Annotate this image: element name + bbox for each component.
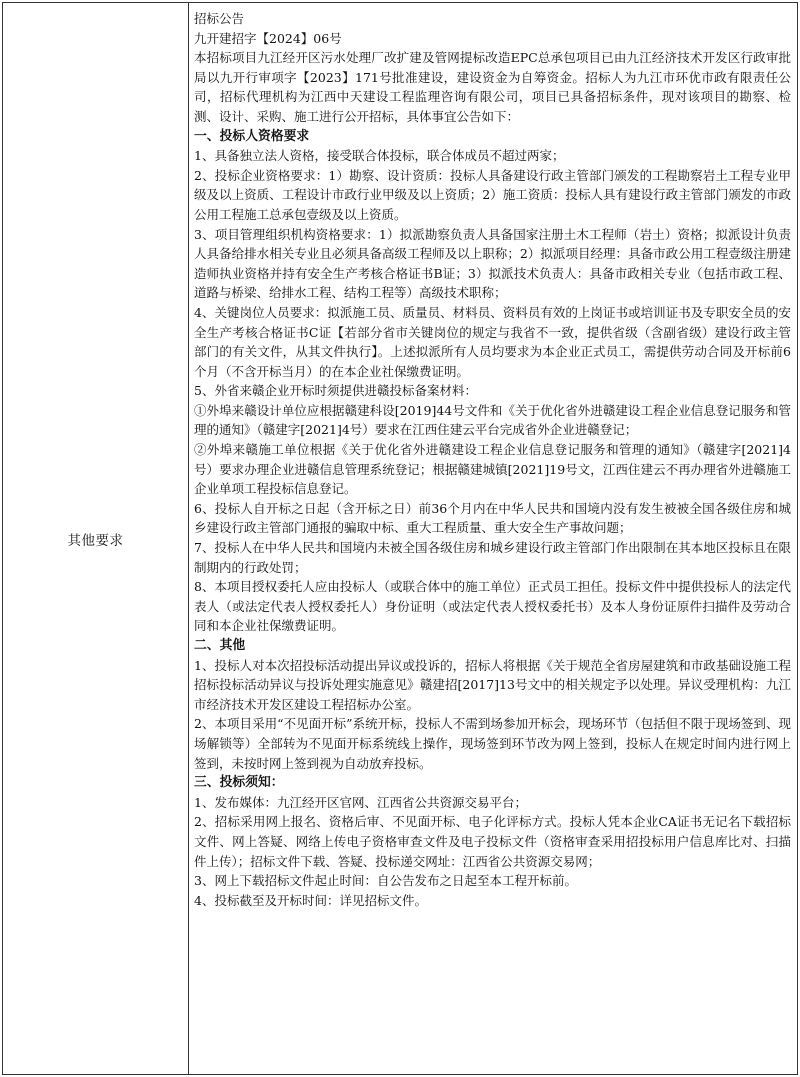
section-paragraph: 5、外省来赣企业开标时须提供进赣投标备案材料： (194, 383, 477, 399)
section-paragraph: 6、投标人自开标之日起（含开标之日）前36个月内在中华人民共和国境内没有发生被被全国各级住房和城乡建设行政主管部门通报的骗取中标、重大工程质量、重大安全生产事故问题； (194, 500, 791, 536)
row-label-cell (3, 3, 189, 1075)
section-paragraph: 3、网上下载招标文件起止时间：自公告发布之日起至本工程开标前。 (194, 873, 577, 889)
section-paragraph: 2、招标采用网上报名、资格后审、不见面开标、电子化评标方式。投标人凭本企业CA证书无记名下载招标文件、网上答疑、网络上传电子资格审查文件及电子投标文件（资格审查采用招投标用户信息库比对、扫描件上传）；招标文件下载、答疑、投标递交网址：江西省公共资源交易网； (194, 814, 791, 869)
section-paragraph: 4、投标截至及开标时间：详见招标文件。 (194, 892, 427, 908)
announcement-content (194, 9, 791, 910)
section-paragraph: 8、本项目授权委托人应由投标人（或联合体中的施工单位）正式员工担任。投标文件中提供投标人的法定代表人（或法定代表人授权委托人）身份证明（或法定代表人授权委托书）及本人身份证原件扫描件及劳动合同和本企业社保缴费证明。 (194, 579, 791, 634)
requirements-table (2, 2, 798, 1075)
section-heading: 二、其他 (194, 638, 246, 653)
row-content-cell (189, 3, 798, 1075)
section-paragraph: 2、投标企业资格要求：1）勘察、设计资质：投标人具备建设行政主管部门颁发的工程勘察岩土工程专业甲级及以上资质、工程设计市政行业甲级及以上资质；2）施工资质：投标人具有建设行政主管部门颁发的市政公用工程施工总承包壹级及以上资质。 (194, 167, 791, 222)
section-paragraph: 7、投标人在中华人民共和国境内未被全国各级住房和城乡建设行政主管部门作出限制在其本地区投标且在限制期内的行政处罚； (194, 540, 791, 575)
table-row (3, 3, 798, 1075)
section-paragraph: 1、投标人对本次招投标活动提出异议或投诉的，招标人将根据《关于规范全省房屋建筑和市政基础设施工程招标投标活动异议与投诉处理实施意见》赣建招[2017]13号文中的相关规定予以处理。异议受理机构：九江市经济技术开发区建设工程招标办公室。 (194, 657, 791, 712)
announcement-doc-number: 九开建招字【2024】06号 (194, 30, 342, 46)
section-paragraph: 2、本项目采用“不见面开标”系统开标，投标人不需到场参加开标会，现场环节（包括但不限于现场签到、现场解锁等）全部转为不见面开标系统线上操作，现场签到环节改为网上签到，投标人在规定时间内进行网上签到，未按时网上签到视为自动放弃投标。 (194, 716, 791, 771)
announcement-title: 招标公告 (194, 11, 245, 26)
section-paragraph: 1、具备独立法人资格，接受联合体投标，联合体成员不超过两家； (194, 148, 565, 164)
section-paragraph: 1、发布媒体：九江经开区官网、江西省公共资源交易平台； (194, 794, 527, 810)
section-heading: 一、投标人资格要求 (194, 128, 310, 144)
announcement-intro: 本招标项目九江经开区污水处理厂改扩建及管网提标改造EPC总承包项目已由九江经济技术开发区行政审批局以九开行审项字【2023】171号批准建设，建设资金为自筹资金。招标人为九江市环优市政有限责任公司，招标代理机构为江西中天建设工程监理咨询有限公司，项目已具备招标条件，现对该项目的勘察、检测、设计、采购、施工进行公开招标，具体事宜公告如下： (194, 50, 791, 124)
section-paragraph: 3、项目管理组织机构资格要求：1）拟派勘察负责人具备国家注册土木工程师（岩土）资格；拟派设计负责人具备给排水相关专业且必须具备高级工程师及以上职称；2）拟派项目经理：具备市政公用工程壹级注册建造师执业资格并持有安全生产考核合格证书B证；3）拟派技术负责人：具备市政相关专业（包括市政工程、道路与桥梁、给排水工程、结构工程等）高级技术职称； (194, 226, 791, 301)
section-heading: 三、投标须知： (194, 775, 284, 791)
row-label: 其他要求 (67, 532, 124, 549)
section-paragraph: 4、关键岗位人员要求：拟派施工员、质量员、材料员、资料员有效的上岗证书或培训证书及专职安全员的安全生产考核合格证书C证【若部分省市关键岗位的规定与我省不一致，提供省级（含副省级）建设行政主管部门的有关文件，从其文件执行】。上述拟派所有人员均要求为本企业正式员工，需提供劳动合同及开标前6个月（不含开标当月）的在本企业社保缴费证明。 (194, 304, 791, 379)
section-paragraph: ①外埠来赣设计单位应根据赣建科设[2019]44号文件和《关于优化省外进赣建设工程企业信息登记服务和管理的通知》（赣建字[2021]4号）要求在江西住建云平台完成省外企业进赣登记； (194, 402, 791, 438)
section-paragraph: ②外埠来赣施工单位根据《关于优化省外进赣建设工程企业信息登记服务和管理的通知》（赣建字[2021]4号）要求办理企业进赣信息管理系统登记；根据赣建城镇[2021]19号文，江西住建云不再办理省外进赣施工企业单项工程投标信息登记。 (194, 442, 791, 497)
